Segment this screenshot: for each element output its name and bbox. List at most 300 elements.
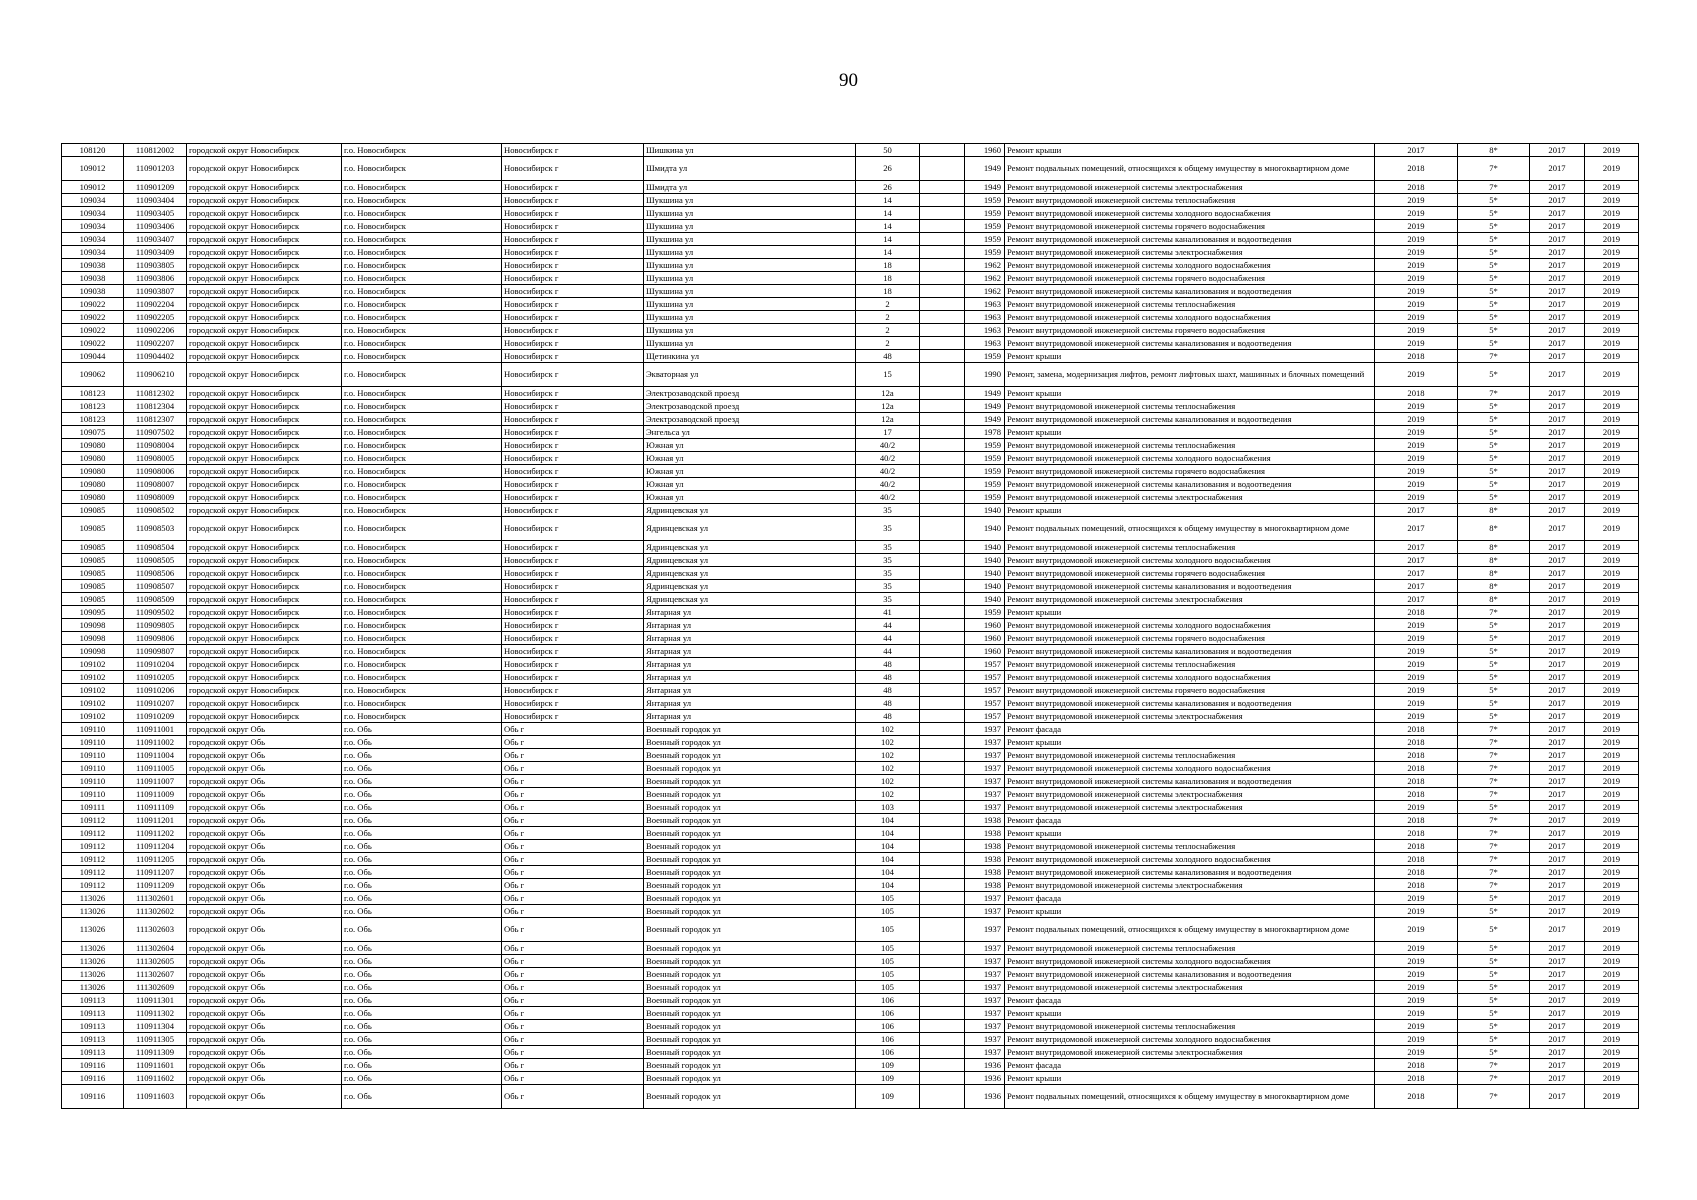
row-id-cell: 109012: [62, 181, 124, 194]
house-number-cell: 109: [856, 1072, 920, 1085]
work-type-cell: Ремонт внутридомовой инженерной системы канализования и водоотведения: [1005, 337, 1375, 350]
row-id-cell: 109022: [62, 337, 124, 350]
period-end-cell: 2019: [1585, 194, 1639, 207]
period-start-cell: 2017: [1530, 684, 1585, 697]
municipality-cell: городской округ Новосибирск: [187, 413, 342, 426]
record-id-cell: 110911209: [124, 879, 187, 892]
period-end-cell: 2019: [1585, 465, 1639, 478]
period-start-cell: 2017: [1530, 619, 1585, 632]
building-cell: [920, 749, 965, 762]
municipality-cell: городской округ Новосибирск: [187, 671, 342, 684]
municipality-cell: городской округ Новосибирск: [187, 298, 342, 311]
street-cell: Военный городок ул: [644, 892, 856, 905]
period-start-cell: 2017: [1530, 814, 1585, 827]
row-id-cell: 109044: [62, 350, 124, 363]
building-cell: [920, 593, 965, 606]
building-cell: [920, 478, 965, 491]
row-id-cell: 109116: [62, 1085, 124, 1109]
row-id-cell: 109085: [62, 593, 124, 606]
period-end-cell: 2019: [1585, 478, 1639, 491]
building-cell: [920, 439, 965, 452]
period-end-cell: 2019: [1585, 905, 1639, 918]
settlement-short-cell: г.о. Новосибирск: [342, 517, 502, 541]
street-cell: Шукшина ул: [644, 285, 856, 298]
record-id-cell: 110911201: [124, 814, 187, 827]
street-cell: Шукшина ул: [644, 272, 856, 285]
priority-cell: 7*: [1458, 723, 1530, 736]
record-id-cell: 110911301: [124, 994, 187, 1007]
priority-cell: 5*: [1458, 233, 1530, 246]
street-cell: Ядринцевская ул: [644, 504, 856, 517]
period-start-cell: 2017: [1530, 1059, 1585, 1072]
planned-year-cell: 2019: [1375, 658, 1458, 671]
building-cell: [920, 1072, 965, 1085]
priority-cell: 7*: [1458, 879, 1530, 892]
row-id-cell: 109098: [62, 619, 124, 632]
priority-cell: 5*: [1458, 207, 1530, 220]
period-end-cell: 2019: [1585, 413, 1639, 426]
building-cell: [920, 1046, 965, 1059]
work-type-cell: Ремонт внутридомовой инженерной системы горячего водоснабжения: [1005, 632, 1375, 645]
priority-cell: 7*: [1458, 775, 1530, 788]
municipality-cell: городской округ Новосибирск: [187, 426, 342, 439]
work-type-cell: Ремонт фасада: [1005, 723, 1375, 736]
record-id-cell: 110901209: [124, 181, 187, 194]
priority-cell: 5*: [1458, 246, 1530, 259]
settlement-short-cell: г.о. Обь: [342, 775, 502, 788]
period-end-cell: 2019: [1585, 567, 1639, 580]
locality-cell: Новосибирск г: [502, 387, 644, 400]
municipality-cell: городской округ Обь: [187, 775, 342, 788]
priority-cell: 5*: [1458, 465, 1530, 478]
street-cell: Янтарная ул: [644, 671, 856, 684]
period-end-cell: 2019: [1585, 671, 1639, 684]
table-row: [62, 246, 1639, 259]
table-row: [62, 324, 1639, 337]
row-id-cell: 108123: [62, 413, 124, 426]
record-id-cell: 110812307: [124, 413, 187, 426]
work-type-cell: Ремонт внутридомовой инженерной системы канализования и водоотведения: [1005, 478, 1375, 491]
locality-cell: Новосибирск г: [502, 684, 644, 697]
year-built-cell: 1938: [965, 827, 1005, 840]
settlement-short-cell: г.о. Новосибирск: [342, 684, 502, 697]
row-id-cell: 113026: [62, 981, 124, 994]
year-built-cell: 1962: [965, 259, 1005, 272]
priority-cell: 7*: [1458, 840, 1530, 853]
year-built-cell: 1937: [965, 749, 1005, 762]
house-number-cell: 102: [856, 749, 920, 762]
street-cell: Военный городок ул: [644, 723, 856, 736]
row-id-cell: 109075: [62, 426, 124, 439]
settlement-short-cell: г.о. Обь: [342, 1007, 502, 1020]
priority-cell: 8*: [1458, 144, 1530, 157]
building-cell: [920, 814, 965, 827]
work-type-cell: Ремонт внутридомовой инженерной системы холодного водоснабжения: [1005, 853, 1375, 866]
priority-cell: 7*: [1458, 1072, 1530, 1085]
period-start-cell: 2017: [1530, 1020, 1585, 1033]
street-cell: Шукшина ул: [644, 194, 856, 207]
house-number-cell: 35: [856, 567, 920, 580]
priority-cell: 5*: [1458, 918, 1530, 942]
priority-cell: 5*: [1458, 478, 1530, 491]
planned-year-cell: 2018: [1375, 1085, 1458, 1109]
planned-year-cell: 2019: [1375, 697, 1458, 710]
work-type-cell: Ремонт крыши: [1005, 606, 1375, 619]
row-id-cell: 109034: [62, 194, 124, 207]
row-id-cell: 109080: [62, 491, 124, 504]
municipality-cell: городской округ Новосибирск: [187, 554, 342, 567]
house-number-cell: 2: [856, 337, 920, 350]
priority-cell: 5*: [1458, 905, 1530, 918]
period-end-cell: 2019: [1585, 157, 1639, 181]
period-end-cell: 2019: [1585, 942, 1639, 955]
year-built-cell: 1959: [965, 194, 1005, 207]
settlement-short-cell: г.о. Обь: [342, 736, 502, 749]
house-number-cell: 48: [856, 684, 920, 697]
street-cell: Шукшина ул: [644, 337, 856, 350]
table-row: [62, 645, 1639, 658]
table-row: [62, 905, 1639, 918]
table-row: [62, 207, 1639, 220]
municipality-cell: городской округ Новосибирск: [187, 350, 342, 363]
settlement-short-cell: г.о. Обь: [342, 723, 502, 736]
municipality-cell: городской округ Новосибирск: [187, 157, 342, 181]
period-end-cell: 2019: [1585, 892, 1639, 905]
house-number-cell: 102: [856, 775, 920, 788]
year-built-cell: 1940: [965, 580, 1005, 593]
record-id-cell: 110812002: [124, 144, 187, 157]
priority-cell: 7*: [1458, 866, 1530, 879]
work-type-cell: Ремонт внутридомовой инженерной системы теплоснабжения: [1005, 298, 1375, 311]
row-id-cell: 109113: [62, 1033, 124, 1046]
locality-cell: Обь г: [502, 905, 644, 918]
table-row: [62, 710, 1639, 723]
settlement-short-cell: г.о. Обь: [342, 1085, 502, 1109]
table-row: [62, 311, 1639, 324]
planned-year-cell: 2018: [1375, 723, 1458, 736]
street-cell: Ядринцевская ул: [644, 554, 856, 567]
house-number-cell: 105: [856, 905, 920, 918]
street-cell: Электрозаводской проезд: [644, 387, 856, 400]
table-row: [62, 994, 1639, 1007]
period-end-cell: 2019: [1585, 426, 1639, 439]
period-end-cell: 2019: [1585, 517, 1639, 541]
row-id-cell: 109110: [62, 775, 124, 788]
settlement-short-cell: г.о. Новосибирск: [342, 465, 502, 478]
building-cell: [920, 491, 965, 504]
house-number-cell: 44: [856, 619, 920, 632]
period-start-cell: 2017: [1530, 955, 1585, 968]
locality-cell: Новосибирск г: [502, 350, 644, 363]
planned-year-cell: 2018: [1375, 1072, 1458, 1085]
house-number-cell: 102: [856, 788, 920, 801]
table-row: [62, 478, 1639, 491]
priority-cell: 5*: [1458, 426, 1530, 439]
work-type-cell: Ремонт внутридомовой инженерной системы горячего водоснабжения: [1005, 324, 1375, 337]
period-start-cell: 2017: [1530, 259, 1585, 272]
record-id-cell: 110908502: [124, 504, 187, 517]
year-built-cell: 1937: [965, 981, 1005, 994]
table-row: [62, 684, 1639, 697]
year-built-cell: 1937: [965, 905, 1005, 918]
building-cell: [920, 762, 965, 775]
priority-cell: 5*: [1458, 968, 1530, 981]
municipality-cell: городской округ Обь: [187, 814, 342, 827]
period-start-cell: 2017: [1530, 801, 1585, 814]
locality-cell: Обь г: [502, 1046, 644, 1059]
house-number-cell: 40/2: [856, 478, 920, 491]
table-row: [62, 892, 1639, 905]
planned-year-cell: 2018: [1375, 827, 1458, 840]
table-row: [62, 749, 1639, 762]
period-end-cell: 2019: [1585, 400, 1639, 413]
period-end-cell: 2019: [1585, 298, 1639, 311]
period-start-cell: 2017: [1530, 866, 1585, 879]
building-cell: [920, 363, 965, 387]
period-start-cell: 2017: [1530, 1033, 1585, 1046]
record-id-cell: 110908006: [124, 465, 187, 478]
row-id-cell: 109080: [62, 478, 124, 491]
house-number-cell: 2: [856, 324, 920, 337]
planned-year-cell: 2017: [1375, 554, 1458, 567]
table-row: [62, 465, 1639, 478]
table-row: [62, 1007, 1639, 1020]
planned-year-cell: 2018: [1375, 866, 1458, 879]
work-type-cell: Ремонт внутридомовой инженерной системы электроснабжения: [1005, 593, 1375, 606]
locality-cell: Обь г: [502, 1033, 644, 1046]
locality-cell: Новосибирск г: [502, 285, 644, 298]
settlement-short-cell: г.о. Новосибирск: [342, 324, 502, 337]
house-number-cell: 40/2: [856, 465, 920, 478]
settlement-short-cell: г.о. Обь: [342, 749, 502, 762]
period-start-cell: 2017: [1530, 1007, 1585, 1020]
house-number-cell: 106: [856, 1007, 920, 1020]
period-start-cell: 2017: [1530, 439, 1585, 452]
street-cell: Южная ул: [644, 465, 856, 478]
period-end-cell: 2019: [1585, 580, 1639, 593]
building-cell: [920, 452, 965, 465]
locality-cell: Новосибирск г: [502, 619, 644, 632]
locality-cell: Новосибирск г: [502, 324, 644, 337]
street-cell: Южная ул: [644, 491, 856, 504]
year-built-cell: 1949: [965, 181, 1005, 194]
locality-cell: Новосибирск г: [502, 554, 644, 567]
planned-year-cell: 2018: [1375, 853, 1458, 866]
work-type-cell: Ремонт внутридомовой инженерной системы горячего водоснабжения: [1005, 465, 1375, 478]
locality-cell: Новосибирск г: [502, 259, 644, 272]
planned-year-cell: 2019: [1375, 220, 1458, 233]
planned-year-cell: 2019: [1375, 324, 1458, 337]
table-row: [62, 981, 1639, 994]
record-id-cell: 110903806: [124, 272, 187, 285]
work-type-cell: Ремонт внутридомовой инженерной системы теплоснабжения: [1005, 942, 1375, 955]
planned-year-cell: 2019: [1375, 465, 1458, 478]
planned-year-cell: 2019: [1375, 478, 1458, 491]
municipality-cell: городской округ Обь: [187, 918, 342, 942]
municipality-cell: городской округ Новосибирск: [187, 541, 342, 554]
work-type-cell: Ремонт внутридомовой инженерной системы горячего водоснабжения: [1005, 567, 1375, 580]
period-start-cell: 2017: [1530, 426, 1585, 439]
row-id-cell: 109038: [62, 259, 124, 272]
table-row: [62, 144, 1639, 157]
record-id-cell: 110903805: [124, 259, 187, 272]
settlement-short-cell: г.о. Обь: [342, 918, 502, 942]
priority-cell: 5*: [1458, 439, 1530, 452]
period-start-cell: 2017: [1530, 491, 1585, 504]
record-id-cell: 110911202: [124, 827, 187, 840]
period-end-cell: 2019: [1585, 645, 1639, 658]
building-cell: [920, 918, 965, 942]
building-cell: [920, 580, 965, 593]
work-type-cell: Ремонт внутридомовой инженерной системы теплоснабжения: [1005, 194, 1375, 207]
table-row: [62, 259, 1639, 272]
row-id-cell: 109102: [62, 697, 124, 710]
locality-cell: Новосибирск г: [502, 272, 644, 285]
year-built-cell: 1960: [965, 632, 1005, 645]
planned-year-cell: 2019: [1375, 233, 1458, 246]
house-number-cell: 26: [856, 181, 920, 194]
year-built-cell: 1937: [965, 968, 1005, 981]
settlement-short-cell: г.о. Новосибирск: [342, 337, 502, 350]
table-row: [62, 541, 1639, 554]
period-start-cell: 2017: [1530, 645, 1585, 658]
street-cell: Экваторная ул: [644, 363, 856, 387]
municipality-cell: городской округ Новосибирск: [187, 324, 342, 337]
record-id-cell: 111302601: [124, 892, 187, 905]
priority-cell: 5*: [1458, 400, 1530, 413]
house-number-cell: 105: [856, 892, 920, 905]
planned-year-cell: 2018: [1375, 1059, 1458, 1072]
period-start-cell: 2017: [1530, 580, 1585, 593]
year-built-cell: 1937: [965, 736, 1005, 749]
year-built-cell: 1960: [965, 619, 1005, 632]
house-number-cell: 14: [856, 233, 920, 246]
municipality-cell: городской округ Новосибирск: [187, 606, 342, 619]
year-built-cell: 1959: [965, 478, 1005, 491]
row-id-cell: 109102: [62, 684, 124, 697]
priority-cell: 7*: [1458, 736, 1530, 749]
year-built-cell: 1959: [965, 606, 1005, 619]
locality-cell: Новосибирск г: [502, 517, 644, 541]
table-row: [62, 567, 1639, 580]
municipality-cell: городской округ Обь: [187, 840, 342, 853]
house-number-cell: 14: [856, 207, 920, 220]
priority-cell: 5*: [1458, 892, 1530, 905]
period-end-cell: 2019: [1585, 1046, 1639, 1059]
street-cell: Военный городок ул: [644, 866, 856, 879]
record-id-cell: 111302609: [124, 981, 187, 994]
planned-year-cell: 2017: [1375, 593, 1458, 606]
work-type-cell: Ремонт внутридомовой инженерной системы теплоснабжения: [1005, 1020, 1375, 1033]
settlement-short-cell: г.о. Новосибирск: [342, 220, 502, 233]
house-number-cell: 106: [856, 1033, 920, 1046]
row-id-cell: 113026: [62, 942, 124, 955]
building-cell: [920, 1007, 965, 1020]
house-number-cell: 40/2: [856, 439, 920, 452]
locality-cell: Новосибирск г: [502, 541, 644, 554]
work-type-cell: Ремонт подвальных помещений, относящихся к общему имуществу в многоквартирном доме: [1005, 1085, 1375, 1109]
house-number-cell: 26: [856, 157, 920, 181]
period-end-cell: 2019: [1585, 866, 1639, 879]
year-built-cell: 1938: [965, 866, 1005, 879]
locality-cell: Обь г: [502, 840, 644, 853]
row-id-cell: 109038: [62, 272, 124, 285]
municipality-cell: городской округ Новосибирск: [187, 311, 342, 324]
period-end-cell: 2019: [1585, 814, 1639, 827]
locality-cell: Обь г: [502, 801, 644, 814]
municipality-cell: городской округ Обь: [187, 942, 342, 955]
record-id-cell: 110911601: [124, 1059, 187, 1072]
work-type-cell: Ремонт крыши: [1005, 736, 1375, 749]
period-end-cell: 2019: [1585, 233, 1639, 246]
period-start-cell: 2017: [1530, 697, 1585, 710]
municipality-cell: городской округ Обь: [187, 892, 342, 905]
period-start-cell: 2017: [1530, 1046, 1585, 1059]
building-cell: [920, 504, 965, 517]
year-built-cell: 1959: [965, 465, 1005, 478]
table-row: [62, 504, 1639, 517]
year-built-cell: 1962: [965, 285, 1005, 298]
street-cell: Янтарная ул: [644, 697, 856, 710]
period-end-cell: 2019: [1585, 246, 1639, 259]
locality-cell: Новосибирск г: [502, 298, 644, 311]
street-cell: Шукшина ул: [644, 246, 856, 259]
work-type-cell: Ремонт внутридомовой инженерной системы электроснабжения: [1005, 710, 1375, 723]
settlement-short-cell: г.о. Новосибирск: [342, 298, 502, 311]
building-cell: [920, 465, 965, 478]
settlement-short-cell: г.о. Новосибирск: [342, 658, 502, 671]
planned-year-cell: 2019: [1375, 259, 1458, 272]
period-end-cell: 2019: [1585, 272, 1639, 285]
planned-year-cell: 2018: [1375, 788, 1458, 801]
record-id-cell: 110902205: [124, 311, 187, 324]
priority-cell: 5*: [1458, 272, 1530, 285]
locality-cell: Новосибирск г: [502, 671, 644, 684]
period-start-cell: 2017: [1530, 671, 1585, 684]
building-cell: [920, 879, 965, 892]
year-built-cell: 1957: [965, 671, 1005, 684]
street-cell: Военный городок ул: [644, 736, 856, 749]
municipality-cell: городской округ Новосибирск: [187, 632, 342, 645]
building-cell: [920, 285, 965, 298]
municipality-cell: городской округ Обь: [187, 1033, 342, 1046]
building-cell: [920, 259, 965, 272]
work-type-cell: Ремонт внутридомовой инженерной системы холодного водоснабжения: [1005, 207, 1375, 220]
record-id-cell: 111302602: [124, 905, 187, 918]
locality-cell: Новосибирск г: [502, 337, 644, 350]
planned-year-cell: 2019: [1375, 955, 1458, 968]
settlement-short-cell: г.о. Новосибирск: [342, 580, 502, 593]
street-cell: Военный городок ул: [644, 762, 856, 775]
work-type-cell: Ремонт внутридомовой инженерной системы канализования и водоотведения: [1005, 775, 1375, 788]
period-end-cell: 2019: [1585, 387, 1639, 400]
year-built-cell: 1949: [965, 387, 1005, 400]
table-row: [62, 157, 1639, 181]
building-cell: [920, 942, 965, 955]
record-id-cell: 110911304: [124, 1020, 187, 1033]
work-type-cell: Ремонт фасада: [1005, 892, 1375, 905]
building-cell: [920, 684, 965, 697]
planned-year-cell: 2017: [1375, 567, 1458, 580]
locality-cell: Новосибирск г: [502, 413, 644, 426]
priority-cell: 5*: [1458, 413, 1530, 426]
work-type-cell: Ремонт внутридомовой инженерной системы канализования и водоотведения: [1005, 285, 1375, 298]
record-id-cell: 110904402: [124, 350, 187, 363]
priority-cell: 5*: [1458, 801, 1530, 814]
street-cell: Военный городок ул: [644, 1033, 856, 1046]
period-end-cell: 2019: [1585, 220, 1639, 233]
period-start-cell: 2017: [1530, 272, 1585, 285]
